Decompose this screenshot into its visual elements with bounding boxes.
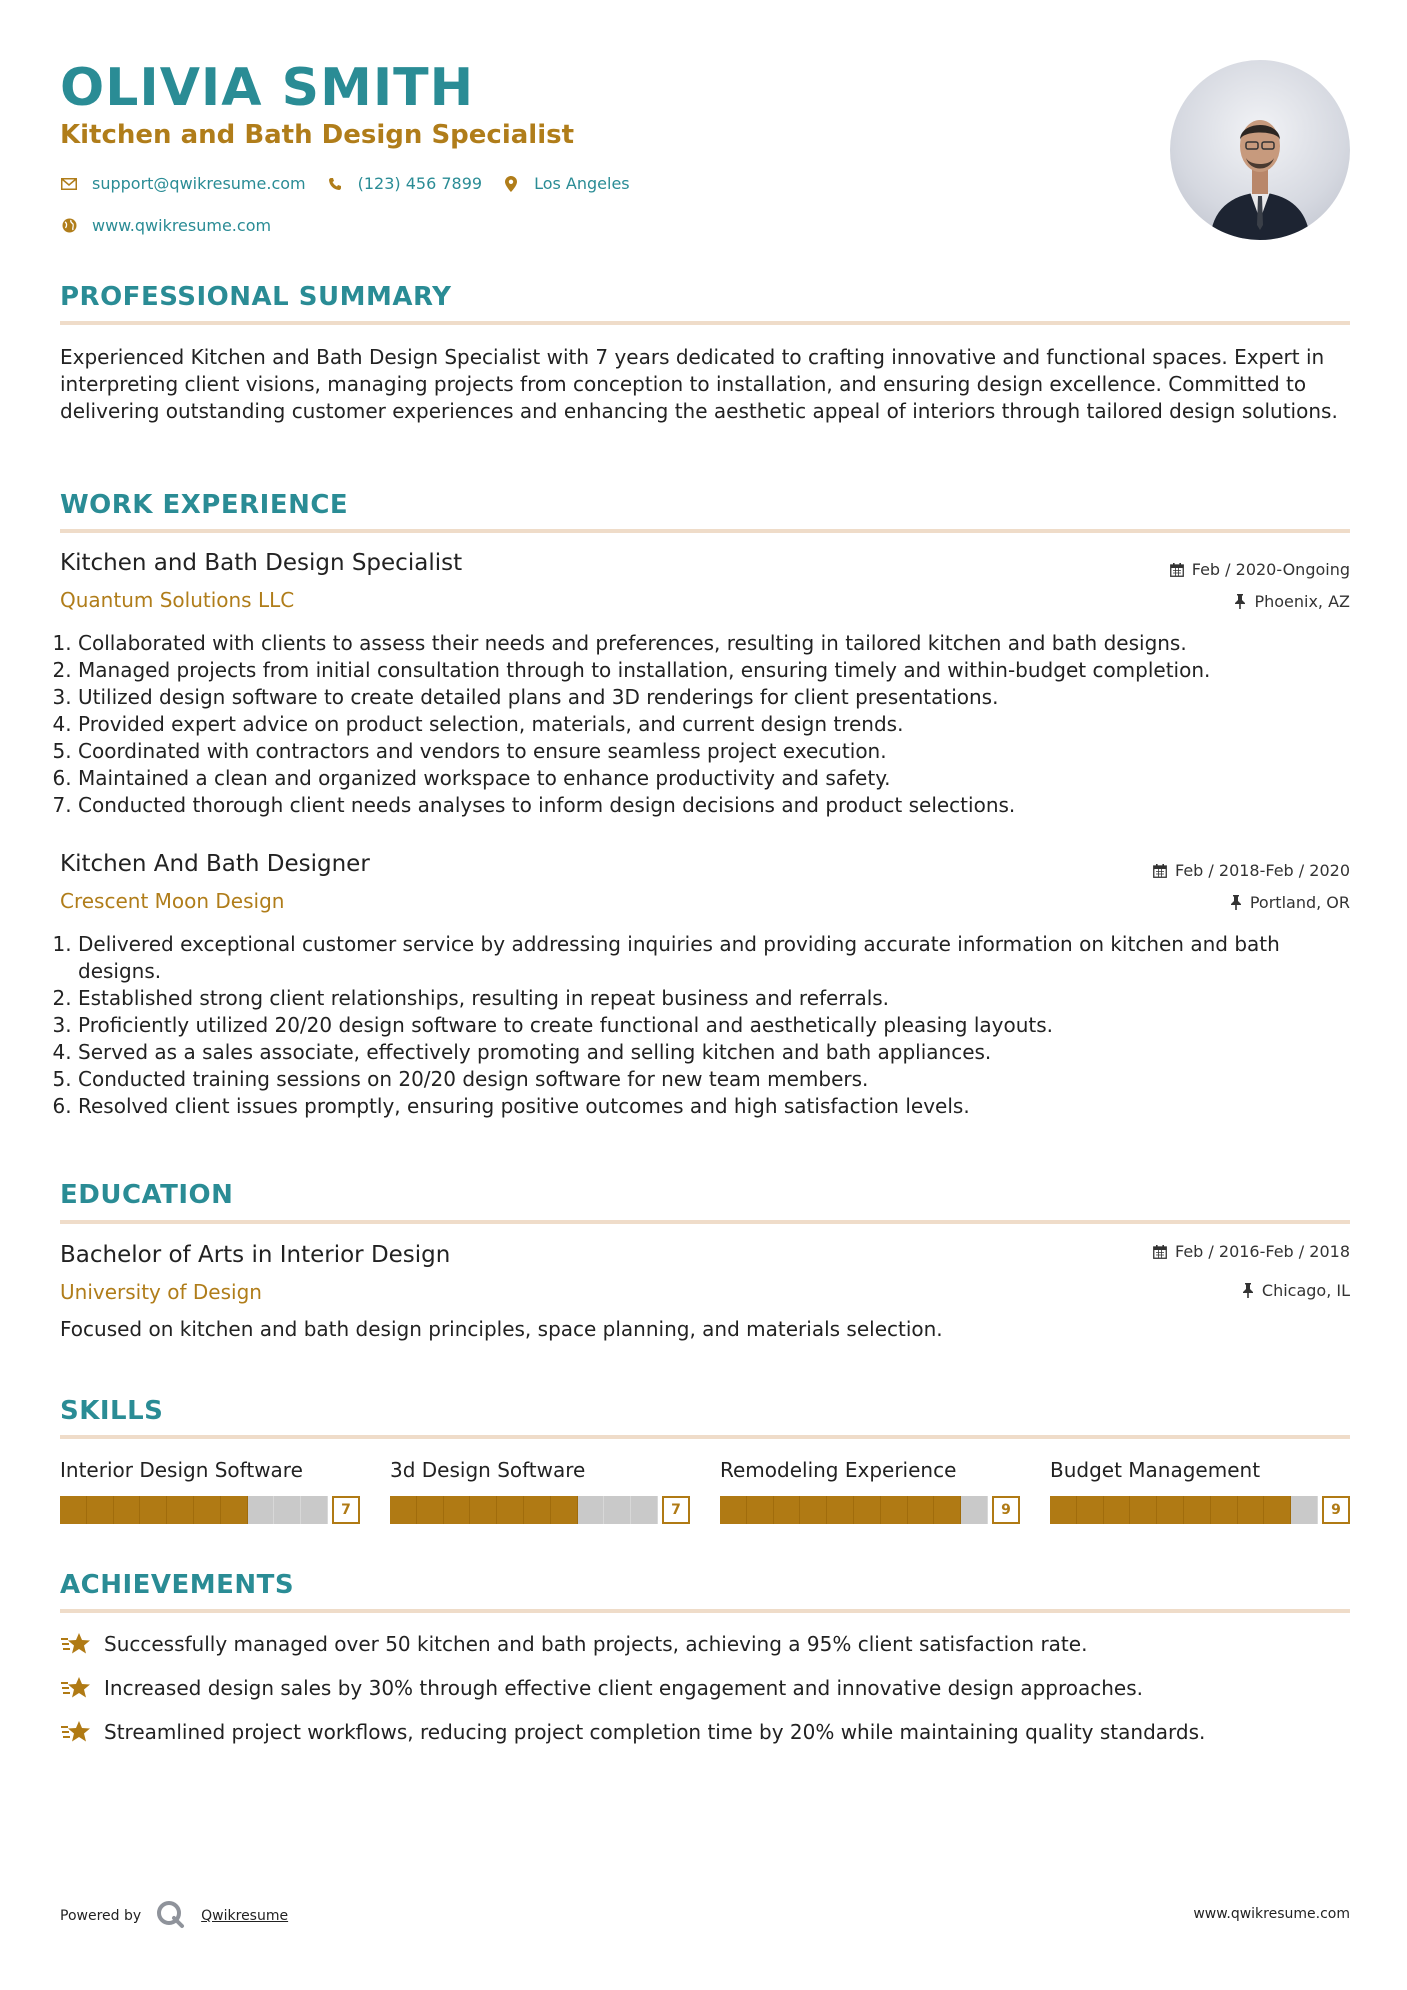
skill-segment-filled (194, 1496, 221, 1524)
website-text[interactable]: www.qwikresume.com (92, 216, 272, 235)
calendar-icon (1153, 1245, 1167, 1259)
skill-segment-filled (854, 1496, 881, 1524)
profile-photo (1170, 60, 1350, 240)
education-location (1242, 1281, 1350, 1300)
achievement-text: Increased design sales by 30% through effective client engagement and innovative design approaches. (104, 1676, 1144, 1700)
skill-level-value: 9 (992, 1496, 1020, 1524)
skill-segment-filled (167, 1496, 194, 1524)
achievement-item (60, 1630, 1087, 1658)
list-item: 1. Collaborated with clients to assess their needs and preferences, resulting in tailored kitchen and bath designs. (78, 630, 1368, 657)
website-row (60, 216, 291, 235)
footer-powered (60, 1899, 288, 1933)
skill-segment-filled (1184, 1496, 1211, 1524)
job-title: Kitchen and Bath Design Specialist (60, 550, 463, 576)
map-pin-icon (502, 175, 520, 193)
skill-level-bar (1050, 1496, 1350, 1524)
skill-segment-filled (114, 1496, 141, 1524)
skill-segment-filled (934, 1496, 961, 1524)
phone-item[interactable] (326, 174, 482, 193)
skill-segment-filled (1050, 1496, 1077, 1524)
summary-heading: PROFESSIONAL SUMMARY (60, 282, 452, 312)
education-dates-text: Feb / 2016-Feb / 2018 (1175, 1242, 1350, 1261)
skill-segment-filled (390, 1496, 417, 1524)
list-item: 7. Conducted thorough client needs analyses to inform design decisions and product selections. (78, 792, 1368, 819)
job-location-text: Phoenix, AZ (1254, 592, 1350, 611)
skill-segment-empty (301, 1496, 328, 1524)
skill-segment-filled (140, 1496, 167, 1524)
location-item (502, 174, 630, 193)
skill-segment-filled (881, 1496, 908, 1524)
skill-item (720, 1458, 1020, 1518)
calendar-icon (1170, 563, 1184, 577)
star-achievement-icon (60, 1674, 92, 1702)
skill-segment-filled (551, 1496, 578, 1524)
footer-site[interactable]: www.qwikresume.com (1193, 1906, 1350, 1922)
skill-segment-filled (1264, 1496, 1291, 1524)
education-divider (60, 1220, 1350, 1224)
skill-segment-filled (1238, 1496, 1265, 1524)
job-title: Kitchen And Bath Designer (60, 851, 370, 877)
skill-level-track (720, 1496, 988, 1524)
skill-segment-filled (747, 1496, 774, 1524)
skill-segment-filled (1104, 1496, 1131, 1524)
school-name: University of Design (60, 1280, 262, 1304)
education-description: Focused on kitchen and bath design principles, space planning, and materials selection. (60, 1317, 943, 1341)
powered-by-text: Powered by (60, 1908, 142, 1924)
list-item: 6. Maintained a clean and organized workspace to enhance productivity and safety. (78, 765, 1368, 792)
skill-segment-filled (60, 1496, 87, 1524)
education-dates (1153, 1242, 1350, 1261)
star-achievement-icon (60, 1718, 92, 1746)
skill-segment-empty (631, 1496, 658, 1524)
phone-icon (326, 175, 344, 193)
globe-icon (60, 217, 78, 235)
phone-text[interactable]: (123) 456 7899 (357, 174, 483, 193)
job-bullets (60, 630, 1368, 819)
list-item: 3. Proficiently utilized 20/20 design software to create functional and aesthetically pleasing layouts. (78, 1012, 1368, 1039)
skill-segment-filled (444, 1496, 471, 1524)
job-dates (1153, 861, 1350, 880)
skill-segment-empty (1291, 1496, 1318, 1524)
job-location (1234, 592, 1350, 611)
email-text[interactable]: support@qwikresume.com (92, 174, 306, 193)
skill-segment-filled (524, 1496, 551, 1524)
pushpin-icon (1230, 895, 1242, 910)
skill-segment-empty (274, 1496, 301, 1524)
achievements-heading: ACHIEVEMENTS (60, 1570, 295, 1600)
skill-segment-filled (800, 1496, 827, 1524)
skill-item (1050, 1458, 1350, 1518)
skill-segment-filled (1077, 1496, 1104, 1524)
skill-segment-filled (827, 1496, 854, 1524)
job-location (1230, 893, 1350, 912)
degree-title: Bachelor of Arts in Interior Design (60, 1242, 451, 1268)
company-name: Crescent Moon Design (60, 889, 285, 913)
experience-divider (60, 529, 1350, 533)
achievement-item (60, 1718, 1205, 1746)
skill-segment-filled (470, 1496, 497, 1524)
list-item: 3. Utilized design software to create detailed plans and 3D renderings for client presentations. (78, 684, 1368, 711)
skills-heading: SKILLS (60, 1396, 164, 1426)
skill-item (390, 1458, 690, 1518)
skill-level-value: 9 (1322, 1496, 1350, 1524)
skill-level-track (390, 1496, 658, 1524)
company-name: Quantum Solutions LLC (60, 588, 295, 612)
skill-segment-empty (248, 1496, 275, 1524)
job-bullets (60, 931, 1368, 1120)
list-item: 6. Resolved client issues promptly, ensuring positive outcomes and high satisfaction levels. (78, 1093, 1368, 1120)
skill-segment-filled (1211, 1496, 1238, 1524)
skill-segment-filled (720, 1496, 747, 1524)
list-item: 4. Served as a sales associate, effectively promoting and selling kitchen and bath appliances. (78, 1039, 1368, 1066)
skill-level-track (1050, 1496, 1318, 1524)
qwikresume-link[interactable]: Qwikresume (201, 1908, 289, 1924)
achievement-text: Streamlined project workflows, reducing project completion time by 20% while maintaining quality standards. (104, 1720, 1206, 1744)
skills-divider (60, 1435, 1350, 1439)
list-item: 4. Provided expert advice on product selection, materials, and current design trends. (78, 711, 1368, 738)
skill-segment-filled (417, 1496, 444, 1524)
contact-row (60, 174, 650, 193)
skill-segment-filled (1157, 1496, 1184, 1524)
list-item: 2. Established strong client relationships, resulting in repeat business and referrals. (78, 985, 1368, 1012)
website-item[interactable] (60, 216, 271, 235)
candidate-title: Kitchen and Bath Design Specialist (60, 120, 575, 150)
candidate-name: OLIVIA SMITH (60, 58, 475, 118)
skill-name: Remodeling Experience (720, 1458, 957, 1482)
skill-name: Interior Design Software (60, 1458, 303, 1482)
skill-segment-filled (221, 1496, 248, 1524)
email-item[interactable] (60, 174, 306, 193)
qwikresume-logo-icon (155, 1899, 185, 1933)
star-achievement-icon (60, 1630, 92, 1658)
list-item: 2. Managed projects from initial consultation through to installation, ensuring timely and within-budget completion. (78, 657, 1368, 684)
skill-name: 3d Design Software (390, 1458, 586, 1482)
summary-divider (60, 321, 1350, 325)
pushpin-icon (1242, 1283, 1254, 1298)
skill-level-bar (720, 1496, 1020, 1524)
job-dates-text: Feb / 2018-Feb / 2020 (1175, 861, 1350, 880)
job-dates-text: Feb / 2020-Ongoing (1191, 560, 1350, 579)
job-location-text: Portland, OR (1249, 893, 1350, 912)
list-item: 1. Delivered exceptional customer service by addressing inquiries and providing accurate information on kitchen and bath designs. (78, 931, 1368, 985)
skill-level-track (60, 1496, 328, 1524)
skill-segment-filled (1130, 1496, 1157, 1524)
job-dates (1170, 560, 1350, 579)
resume-page (60, 0, 1350, 1990)
skill-item (60, 1458, 360, 1518)
achievements-divider (60, 1609, 1350, 1613)
skill-name: Budget Management (1050, 1458, 1261, 1482)
skill-level-value: 7 (332, 1496, 360, 1524)
skill-segment-filled (497, 1496, 524, 1524)
skill-level-bar (60, 1496, 360, 1524)
calendar-icon (1153, 864, 1167, 878)
skill-segment-empty (578, 1496, 605, 1524)
skill-segment-filled (774, 1496, 801, 1524)
skill-segment-filled (87, 1496, 114, 1524)
achievement-item (60, 1674, 1143, 1702)
skill-level-value: 7 (662, 1496, 690, 1524)
experience-heading: WORK EXPERIENCE (60, 490, 349, 520)
education-location-text: Chicago, IL (1261, 1281, 1350, 1300)
skill-segment-empty (961, 1496, 988, 1524)
achievement-text: Successfully managed over 50 kitchen and bath projects, achieving a 95% client satisfaction rate. (104, 1632, 1088, 1656)
skill-level-bar (390, 1496, 690, 1524)
list-item: 5. Conducted training sessions on 20/20 design software for new team members. (78, 1066, 1368, 1093)
skill-segment-empty (604, 1496, 631, 1524)
envelope-icon (60, 175, 78, 193)
location-text: Los Angeles (534, 174, 630, 193)
list-item: 5. Coordinated with contractors and vendors to ensure seamless project execution. (78, 738, 1368, 765)
pushpin-icon (1234, 594, 1246, 609)
skill-segment-filled (908, 1496, 935, 1524)
education-heading: EDUCATION (60, 1180, 234, 1210)
summary-text: Experienced Kitchen and Bath Design Specialist with 7 years dedicated to crafting innovative and functional spaces. Expert in interpreting client visions, managing projects from conception to installation, and ensuring design excellence. Committed to delivering outstanding customer experiences and enhancing the aesthetic appeal of interiors through tailored design solutions. (60, 345, 1338, 423)
